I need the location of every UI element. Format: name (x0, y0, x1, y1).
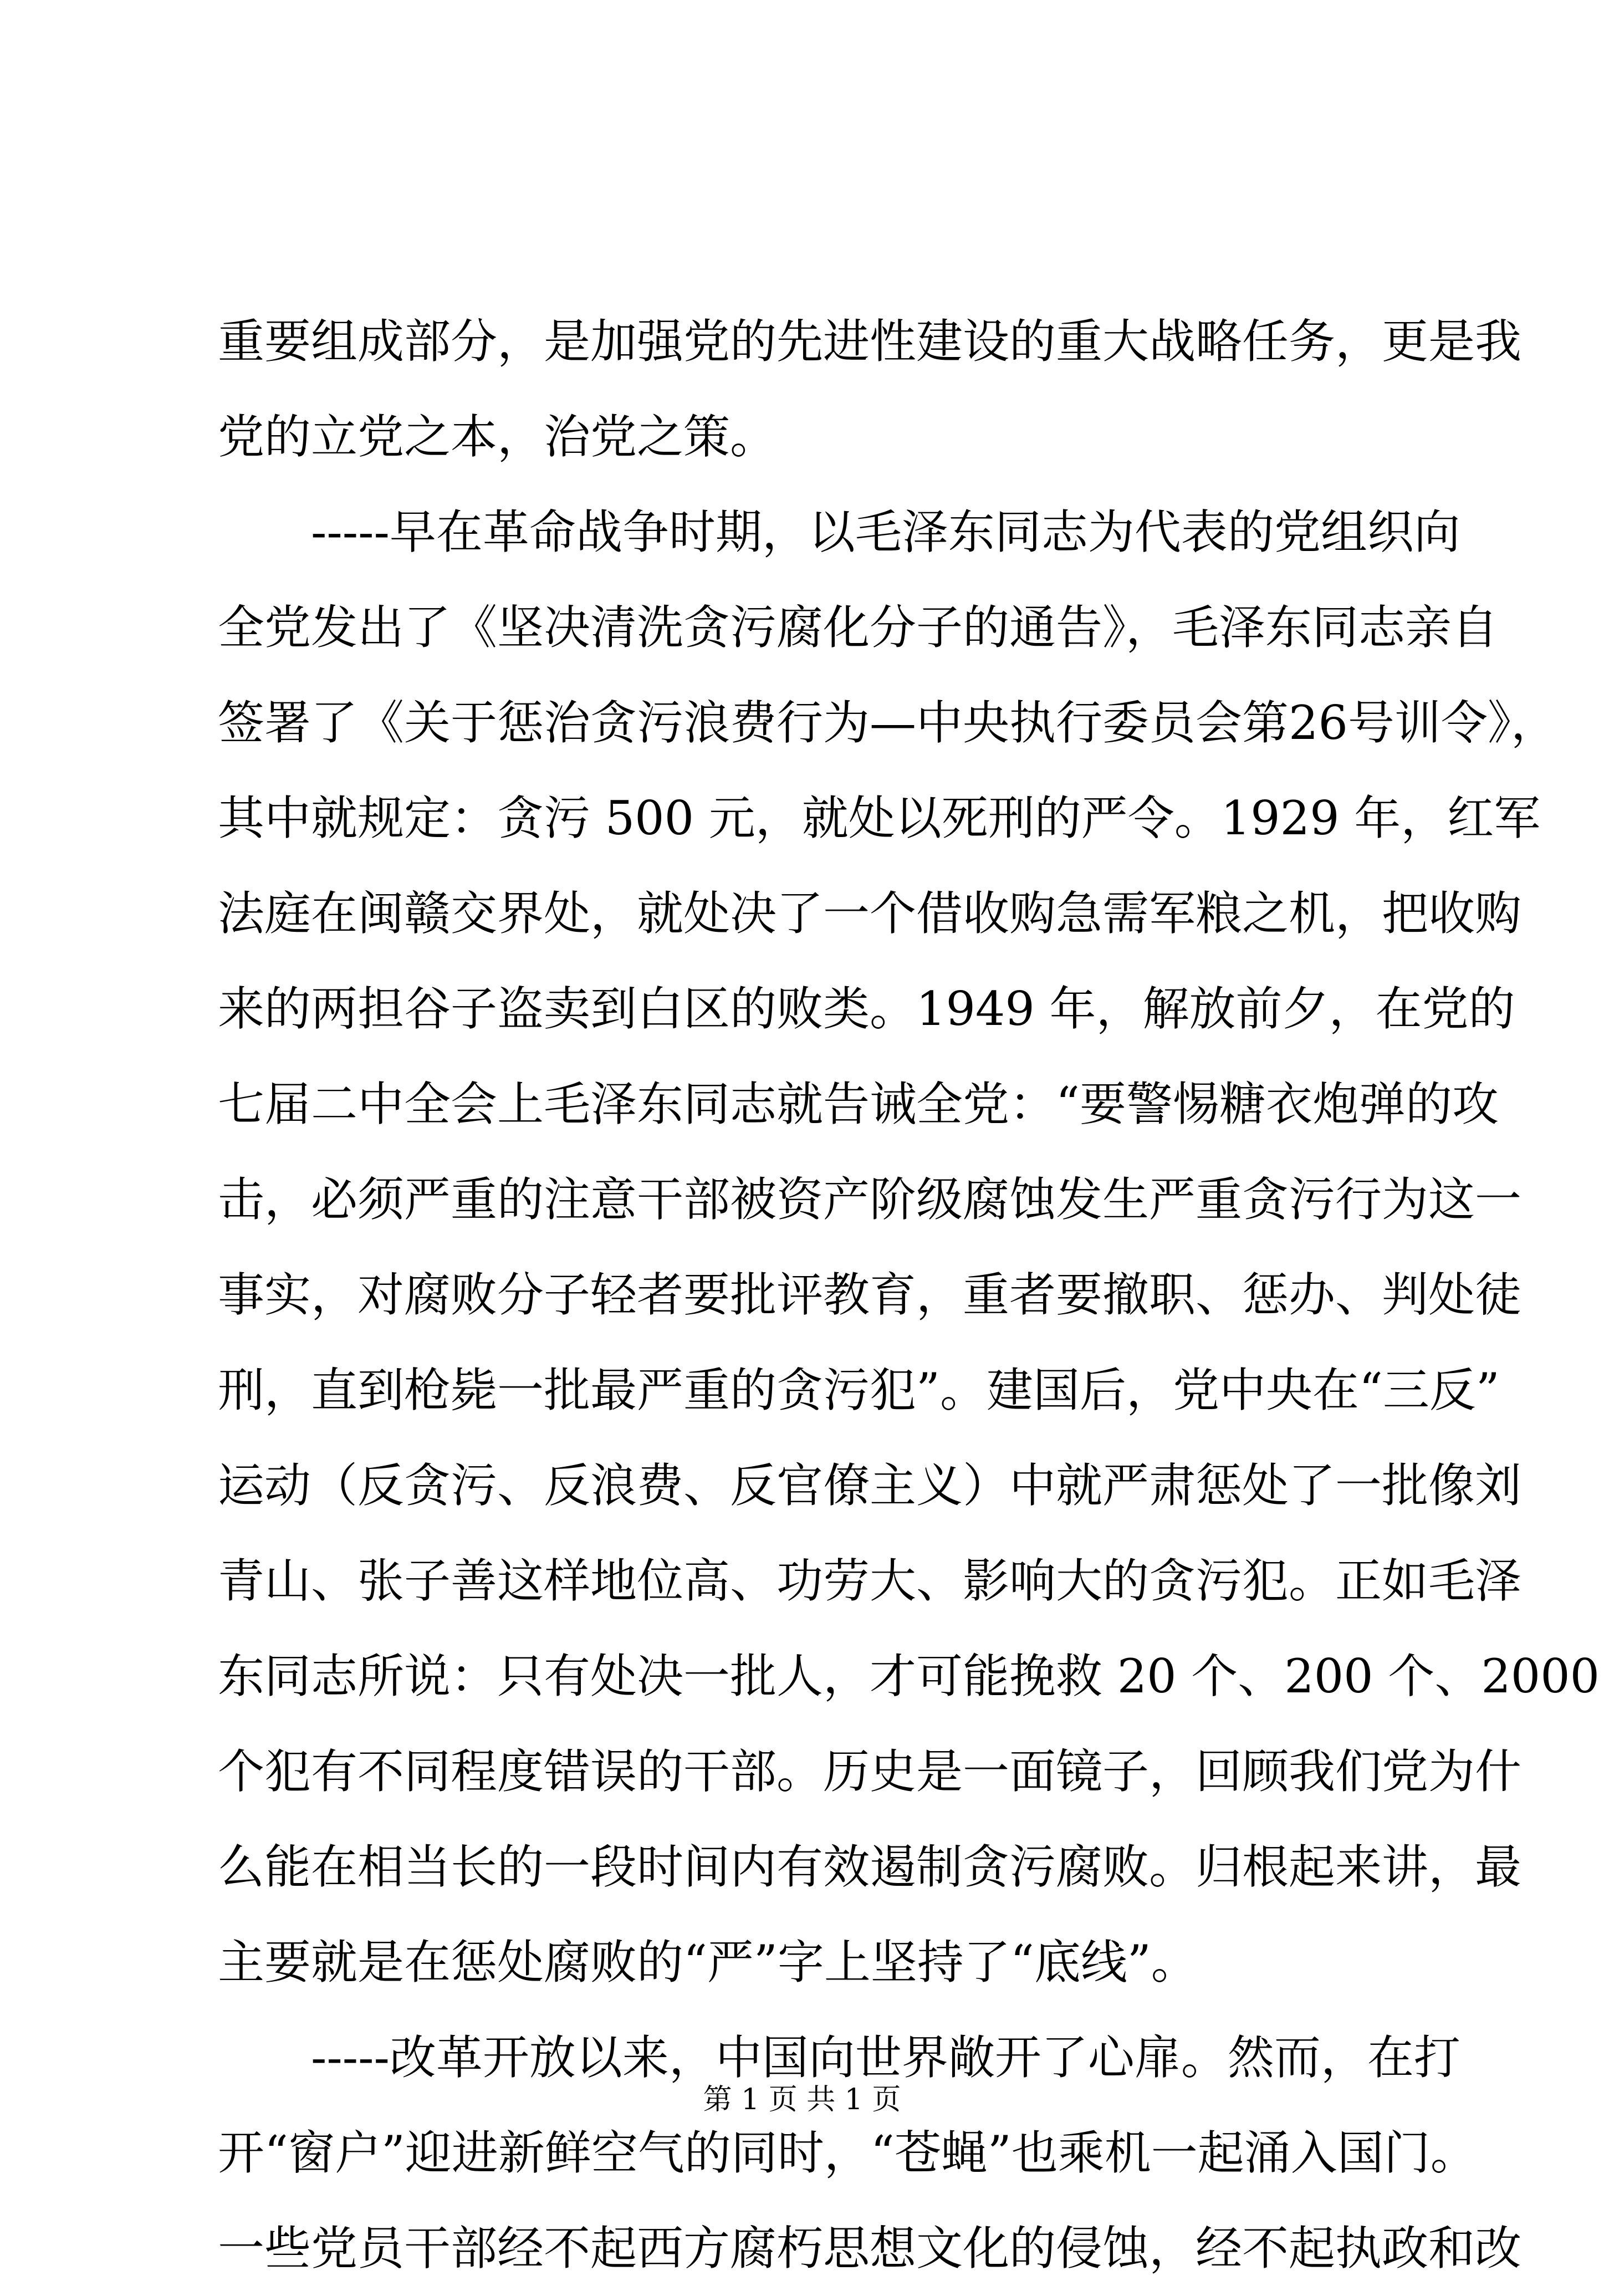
text-line-18: 主要就是在惩处腐败的“严”字上坚持了“底线”。 (218, 1935, 1198, 1989)
text-line-4: 全党发出了《坚决清洗贪污腐化分子的通告》，毛泽东同志亲自 (218, 600, 1499, 655)
text-line-1: 重要组成部分，是加强党的先进性建设的重大战略任务，更是我 (218, 314, 1522, 369)
text-line-8: 来的两担谷子盗卖到白区的败类。1949 年，解放前夕，在党的 (218, 982, 1515, 1036)
text-line-12: 刑，直到枪毙一批最严重的贪污犯”。建国后，党中央在“三反” (218, 1363, 1500, 1417)
text-line-2: 党的立党之本，治党之策。 (218, 410, 777, 464)
text-line-21: 一些党员干部经不起西方腐朽思想文化的侵蚀，经不起执政和改 (218, 2221, 1522, 2275)
text-line-20: 开“窗户”迎进新鲜空气的同时，“苍蝇”也乘机一起涌入国门。 (218, 2126, 1477, 2180)
text-line-16: 个犯有不同程度错误的干部。历史是一面镜子，回顾我们党为什 (218, 1744, 1522, 1799)
text-line-15: 东同志所说：只有处决一批人，才可能挽救 20 个、200 个、2000 (218, 1649, 1600, 1703)
text-line-9: 七届二中全会上毛泽东同志就告诫全党：“要警惕糖衣炮弹的攻 (218, 1077, 1499, 1131)
text-line-3: -----早在革命战争时期，以毛泽东同志为代表的党组织向 (218, 505, 1460, 559)
text-line-10: 击，必须严重的注意干部被资产阶级腐蚀发生严重贪污行为这一 (218, 1172, 1522, 1227)
text-line-11: 事实，对腐败分子轻者要批评教育，重者要撤职、惩办、判处徒 (218, 1268, 1522, 1322)
text-line-19: -----改革开放以来，中国向世界敞开了心扉。然而，在打 (218, 2030, 1460, 2085)
text-line-6: 其中就规定：贪污 500 元，就处以死刑的严令。1929 年，红军 (218, 791, 1541, 845)
page-footer: 第 1 页 共 1 页 (703, 2083, 901, 2116)
document-body (218, 294, 1600, 2296)
text-line-7: 法庭在闽赣交界处，就处决了一个借收购急需军粮之机，把收购 (218, 886, 1522, 941)
text-line-17: 么能在相当长的一段时间内有效遏制贪污腐败。归根起来讲，最 (218, 1840, 1522, 1894)
text-line-5: 签署了《关于惩治贪污浪费行为—中央执行委员会第26号训令》， (218, 696, 1557, 750)
text-line-13: 运动（反贪污、反浪费、反官僚主义）中就严肃惩处了一批像刘 (218, 1458, 1522, 1513)
text-line-14: 青山、张子善这样地位高、功劳大、影响大的贪污犯。正如毛泽 (218, 1554, 1522, 1608)
